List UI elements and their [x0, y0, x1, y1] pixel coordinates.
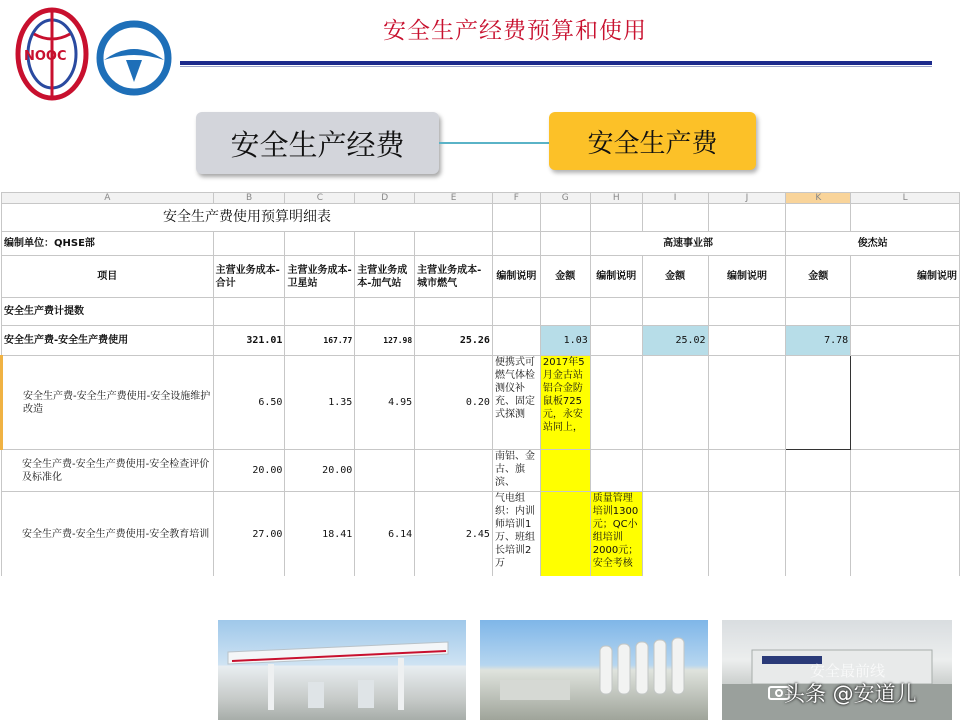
cell-value: 4.95	[355, 356, 415, 450]
cell-value: 25.26	[415, 326, 493, 356]
unit-label: 编制单位：QHSE部	[2, 232, 214, 256]
cell-note-highlight: 2017年5月金古站铝合金防鼠板725元，永安站同上，	[540, 356, 590, 450]
col-letter[interactable]: F	[492, 193, 540, 204]
dept-highway: 高速事业部	[590, 232, 786, 256]
cell-highlight	[540, 450, 590, 492]
lng-tanks-photo	[480, 620, 708, 720]
cell-note: 气电组织：内训师培训1万、班组长培训2万	[492, 492, 540, 577]
cell-value: 2.45	[415, 492, 493, 577]
safety-funds-box: 安全生产经费	[196, 112, 439, 174]
row-item: 安全生产费-安全生产费使用-安全设施维护改造	[2, 356, 214, 450]
col-letter[interactable]: I	[642, 193, 708, 204]
header-city-gas: 主营业务成本-城市燃气	[415, 256, 493, 298]
col-letter-selected[interactable]: K	[786, 193, 851, 204]
col-letter[interactable]: L	[851, 193, 960, 204]
header-refuel: 主营业务成本-加气站	[355, 256, 415, 298]
header-total: 主营业务成本-合计	[213, 256, 285, 298]
col-letter[interactable]: A	[2, 193, 214, 204]
table-row	[2, 492, 960, 577]
col-letter[interactable]: B	[213, 193, 285, 204]
cell-value: 25.02	[642, 326, 708, 356]
cell-value: 6.14	[355, 492, 415, 577]
cell-note-highlight: 质量管理培训1300元；QC小组培训2000元；安全考核	[590, 492, 642, 577]
header-amount: 金额	[540, 256, 590, 298]
cell-value	[355, 450, 415, 492]
section-row	[2, 298, 960, 326]
cell-note: 南铝、金古、旗滨、	[492, 450, 540, 492]
summary-row	[2, 326, 960, 356]
watermark: 头条 @安道儿	[784, 682, 917, 706]
gas-company-logo	[96, 20, 172, 96]
title-underline	[180, 61, 932, 65]
col-letter[interactable]: C	[285, 193, 355, 204]
header-amount: 金额	[642, 256, 708, 298]
cell-value: 6.50	[213, 356, 285, 450]
gas-station-photo	[218, 620, 466, 720]
unit-row	[2, 232, 960, 256]
header-note: 编制说明	[492, 256, 540, 298]
budget-spreadsheet	[0, 192, 960, 576]
cell-highlight	[540, 492, 590, 577]
cell-value: 1.35	[285, 356, 355, 450]
table-title-row	[2, 204, 960, 232]
col-letter[interactable]: G	[540, 193, 590, 204]
col-letter[interactable]: H	[590, 193, 642, 204]
cell-value: 167.77	[285, 326, 355, 356]
header-row	[2, 256, 960, 298]
table-row	[2, 450, 960, 492]
cell-value: 1.03	[540, 326, 590, 356]
cell-value: 7.78	[786, 326, 851, 356]
summary-item: 安全生产费-安全生产费使用	[2, 326, 214, 356]
header-satellite: 主营业务成本-卫星站	[285, 256, 355, 298]
col-letter[interactable]: J	[708, 193, 786, 204]
watermark-faint: 安全最前线	[810, 662, 886, 680]
title-underline-thin	[180, 66, 932, 67]
header-item: 项目	[2, 256, 214, 298]
cell-value: 20.00	[285, 450, 355, 492]
cell-note: 便携式可燃气体检测仪补充、固定式探测	[492, 356, 540, 450]
header-note: 编制说明	[708, 256, 786, 298]
row-item: 安全生产费-安全生产费使用-安全教育培训	[2, 492, 214, 577]
dept-junjie: 俊杰站	[786, 232, 960, 256]
header-note: 编制说明	[851, 256, 960, 298]
svg-text:NOOC: NOOC	[24, 49, 67, 64]
budget-table	[0, 192, 960, 576]
selected-cell[interactable]	[786, 356, 851, 450]
col-letter[interactable]: D	[355, 193, 415, 204]
row-item: 安全生产费-安全生产费使用-安全检查评价及标准化	[2, 450, 214, 492]
table-title: 安全生产费使用预算明细表	[2, 204, 493, 232]
cell-value: 321.01	[213, 326, 285, 356]
cell-value: 0.20	[415, 356, 493, 450]
header-note: 编制说明	[590, 256, 642, 298]
column-letter-row	[2, 193, 960, 204]
cell-value: 20.00	[213, 450, 285, 492]
section-label: 安全生产费计提数	[2, 298, 214, 326]
cell-value: 18.41	[285, 492, 355, 577]
slide-title: 安全生产经费预算和使用	[383, 18, 647, 44]
connector-line	[439, 142, 549, 144]
table-row	[2, 356, 960, 450]
cell-value	[415, 450, 493, 492]
header-amount: 金额	[786, 256, 851, 298]
col-letter[interactable]: E	[415, 193, 493, 204]
cnooc-logo	[14, 4, 90, 102]
safety-cost-box: 安全生产费	[549, 112, 756, 170]
cell-value: 127.98	[355, 326, 415, 356]
cell-value: 27.00	[213, 492, 285, 577]
